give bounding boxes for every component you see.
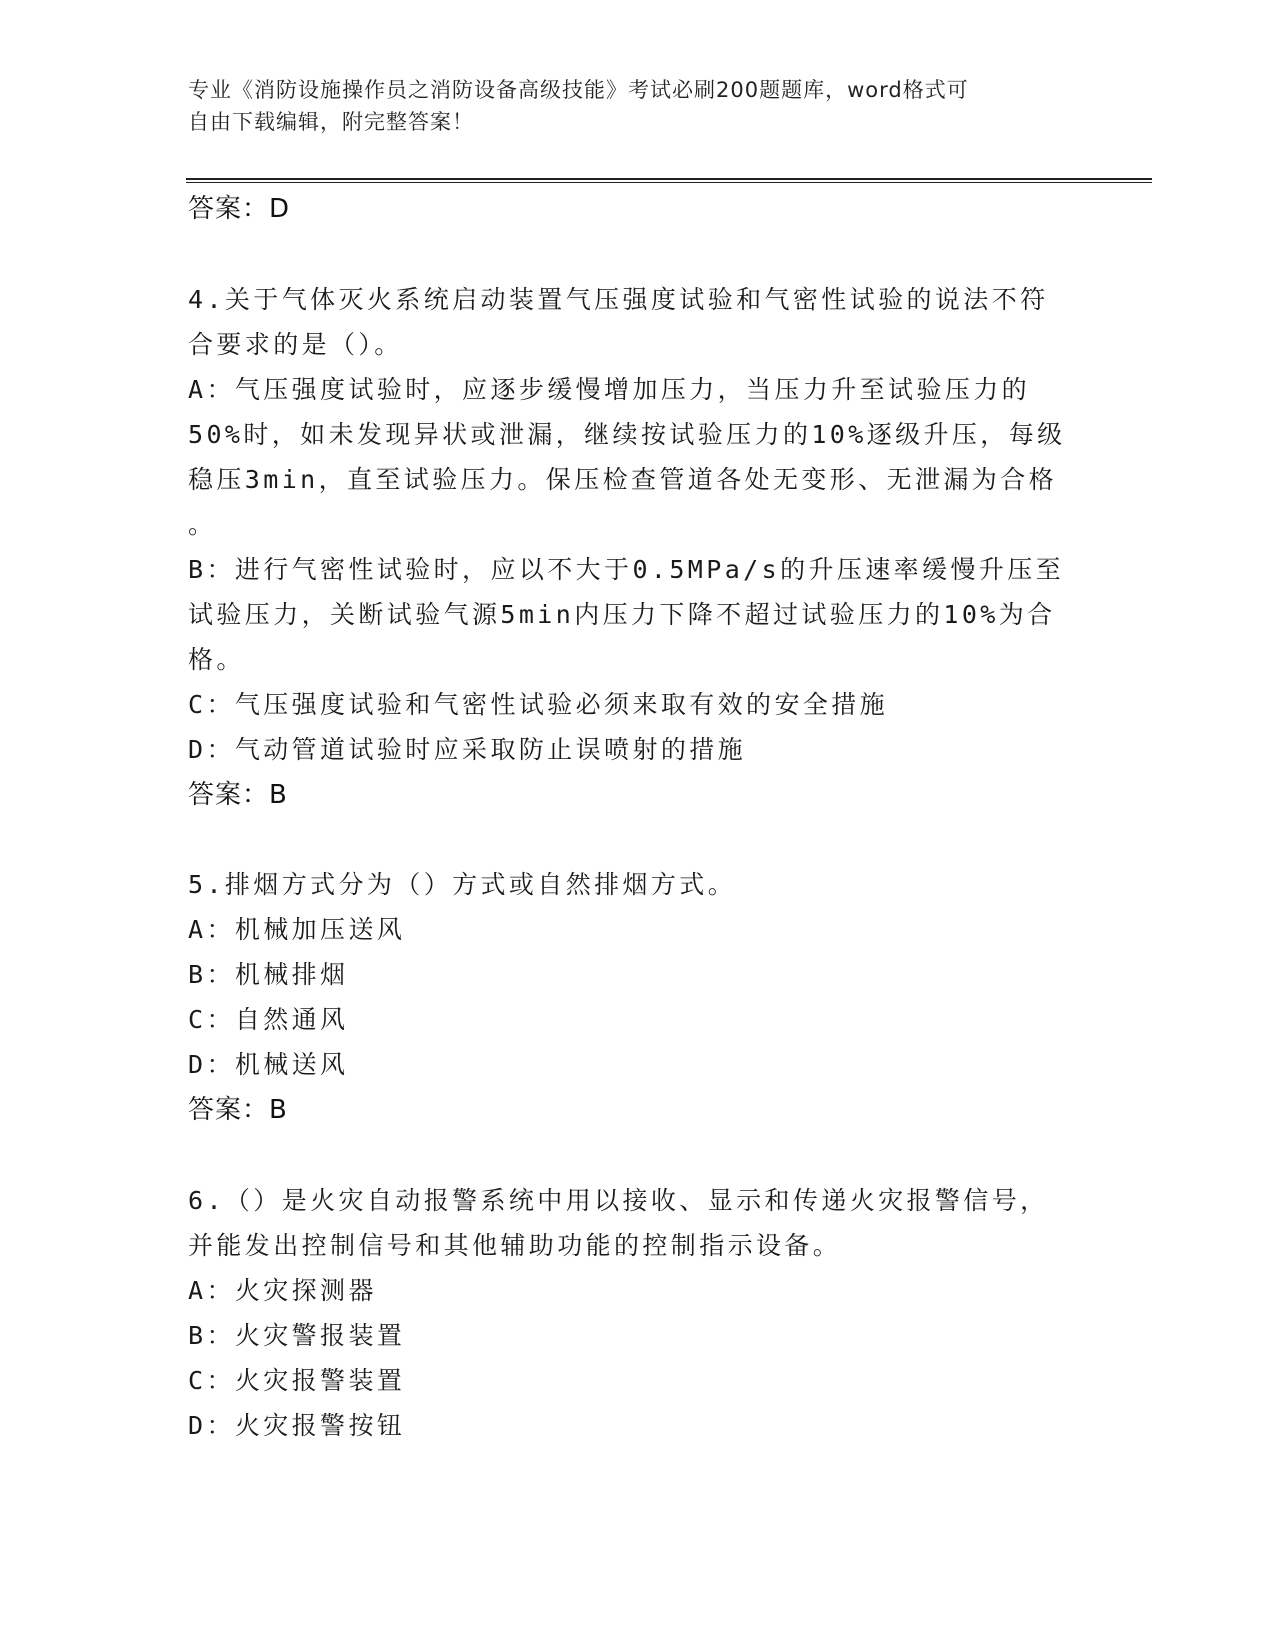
q5-option-a: A：机械加压送风 <box>188 915 406 944</box>
q4-stem-line-1: 4.关于气体灭火系统启动装置气压强度试验和气密性试验的说法不符 <box>188 285 1049 314</box>
q4-option-a-line-3: 稳压3min，直至试验压力。保压检查管道各处无变形、无泄漏为合格 <box>188 465 1058 494</box>
q4-answer: 答案：B <box>188 780 288 810</box>
q4-option-a-line-4: 。 <box>188 510 217 539</box>
q4-option-a-line-2: 50%时，如未发现异状或泄漏，继续按试验压力的10%逐级升压，每级 <box>188 420 1066 449</box>
header-divider-thick <box>186 178 1152 180</box>
q4-option-b-line-2: 试验压力，关断试验气源5min内压力下降不超过试验压力的10%为合 <box>188 600 1056 629</box>
header-line-2: 自由下载编辑，附完整答案！ <box>188 110 474 134</box>
q5-option-c: C：自然通风 <box>188 1005 349 1034</box>
header-divider-thin <box>186 182 1152 183</box>
q6-option-b: B：火灾警报装置 <box>188 1321 406 1350</box>
q4-option-b-line-1: B：进行气密性试验时，应以不大于0.5MPa/s的升压速率缓慢升压至 <box>188 555 1065 584</box>
q6-stem-line-1: 6.（）是火灾自动报警系统中用以接收、显示和传递火灾报警信号， <box>188 1186 1049 1215</box>
q6-option-d: D：火灾报警按钮 <box>188 1411 406 1440</box>
q6-option-c: C：火灾报警装置 <box>188 1366 406 1395</box>
q5-stem: 5.排烟方式分为（）方式或自然排烟方式。 <box>188 870 737 899</box>
prev-question-answer: 答案：D <box>188 194 291 224</box>
q4-option-b-line-3: 格。 <box>188 645 245 674</box>
document-header <box>188 74 1068 138</box>
q4-option-d: D：气动管道试验时应采取防止误喷射的措施 <box>188 735 747 764</box>
header-line-1: 专业《消防设施操作员之消防设备高级技能》考试必刷200题题库，word格式可 <box>188 78 969 102</box>
q5-option-d: D：机械送风 <box>188 1050 349 1079</box>
q6-option-a: A：火灾探测器 <box>188 1276 377 1305</box>
q4-stem-line-2: 合要求的是（）。 <box>188 330 403 359</box>
q5-answer: 答案：B <box>188 1095 288 1125</box>
q6-stem-line-2: 并能发出控制信号和其他辅助功能的控制指示设备。 <box>188 1231 842 1260</box>
q5-option-b: B：机械排烟 <box>188 960 349 989</box>
q4-option-a-line-1: A：气压强度试验时，应逐步缓慢增加压力，当压力升至试验压力的 <box>188 375 1031 404</box>
q4-option-c: C：气压强度试验和气密性试验必须来取有效的安全措施 <box>188 690 889 719</box>
